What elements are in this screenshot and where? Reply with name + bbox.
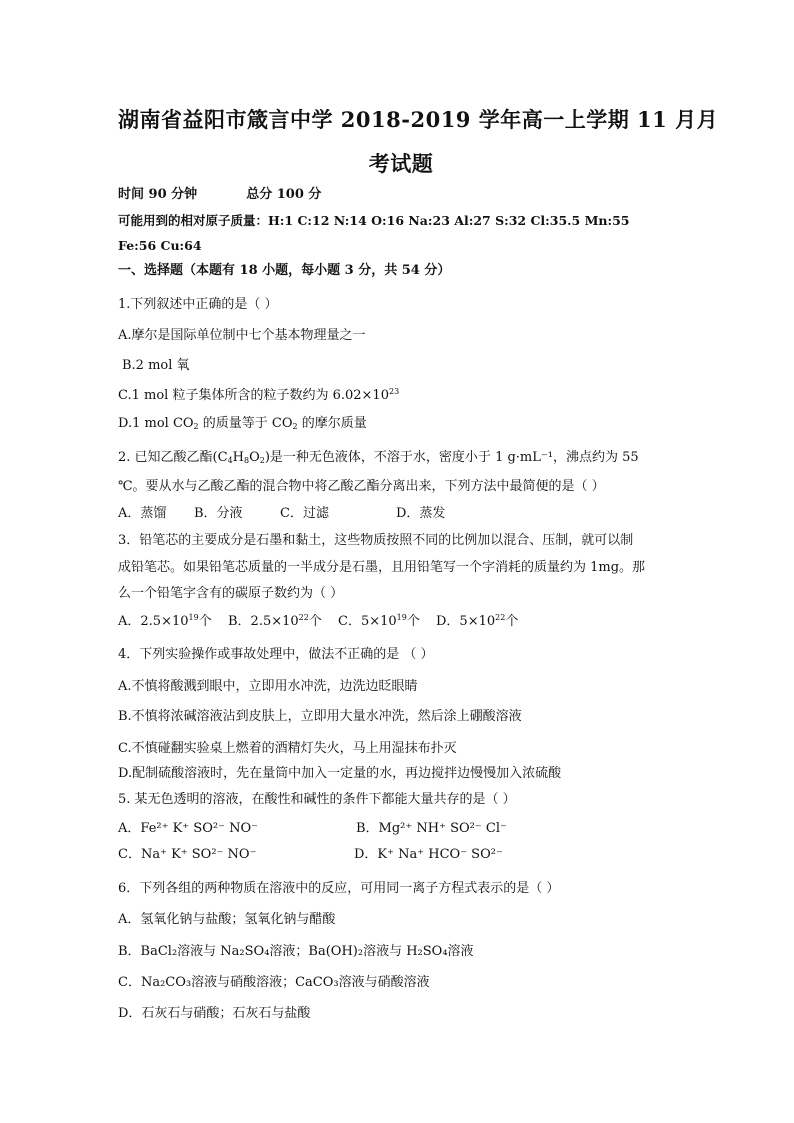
q1-stem: 1.下列叙述中正确的是（ ） [118,297,278,312]
q3-option-a: A．$2.5\times 10^{19}$个 [118,613,212,629]
q3-option-b: B．$2.5\times 10^{22}$个 [228,613,322,629]
q5-options-row2 [118,846,503,864]
section-heading: 一、选择题（本题有 18 小题，每小题 3 分，共 54 分） [118,263,451,278]
exam-info [118,186,321,204]
q6-option-d: D．石灰石与硝酸；石灰石与盐酸 [118,1006,311,1021]
q1-option-c: C.1 mol 粒子集体所含的粒子数约为 $6.02\times 10^{23}$ [118,387,400,403]
q5-option-b: B．Mg²⁺ NH⁺ SO²⁻ Cl⁻ [356,821,507,836]
q2-option-a: A．蒸馏 [118,506,167,521]
q4-option-a: A.不慎将酸溅到眼中，立即用水冲洗，边洗边眨眼睛 [118,679,418,694]
q2-stem-line1: 2. 已知乙酸乙酯$(C_4H_8O_2)$是一种无色液体，不溶于水，密度小于 1 g·mL⁻¹，沸点约为 55 [118,450,639,465]
exam-title-line1: 湖南省益阳市箴言中学 2018-2019 学年高一上学期 11 月月 [118,107,719,132]
q5-option-a: A．Fe²⁺ K⁺ SO²⁻ NO⁻ [118,821,258,836]
q3-options [118,613,518,631]
q5-stem: 5. 某无色透明的溶液，在酸性和碱性的条件下都能大量共存的是（ ） [118,792,516,807]
q2-stem-line2: ℃。要从水与乙酸乙酯的混合物中将乙酸乙酯分离出来，下列方法中最简便的是（ ） [118,479,605,494]
q5-option-d: D．K⁺ Na⁺ HCO⁻ SO²⁻ [354,847,503,862]
q3-stem-line2: 成铅笔芯。如果铅笔芯质量的一半成分是石墨，且用铅笔写一个字消耗的质量约为 1mg。那 [118,560,646,575]
q5-options-row1 [118,820,507,838]
q2-options [118,505,445,523]
q4-option-c: C.不慎碰翻实验桌上燃着的酒精灯失火，马上用湿抹布扑灭 [118,741,457,756]
q1-option-a: A.摩尔是国际单位制中七个基本物理量之一 [118,328,366,343]
q3-option-c: C．$5\times 10^{19}$个 [338,613,420,629]
q4-stem: 4．下列实验操作或事故处理中，做法不正确的是 （ ） [118,647,434,662]
atomic-mass-line2: Fe:56 Cu:64 [118,238,202,253]
atomic-mass-line1: 可能用到的相对原子质量：H:1 C:12 N:14 O:16 Na:23 Al:27 S:32 Cl:35.5 Mn:55 [118,213,630,228]
q6-option-a: A．氢氧化钠与盐酸；氢氧化钠与醋酸 [118,912,336,927]
score-label: 总分 100 分 [246,187,322,202]
q2-option-d: D．蒸发 [396,506,446,521]
q3-stem-line3: 么一个铅笔字含有的碳原子数约为（ ） [118,586,344,601]
q2-option-c: C．过滤 [280,506,329,521]
q4-option-d: D.配制硫酸溶液时，先在量筒中加入一定量的水，再边搅拌边慢慢加入浓硫酸 [118,766,562,781]
q3-stem-line1: 3．铅笔芯的主要成分是石墨和黏土，这些物质按照不同的比例加以混合、压制，就可以制 [118,533,634,548]
time-label: 时间 90 分钟 [118,187,198,202]
q6-option-c: C．Na₂CO₃溶液与硝酸溶液；CaCO₃溶液与硝酸溶液 [118,975,430,990]
q5-option-c: C．Na⁺ K⁺ SO²⁻ NO⁻ [118,847,257,862]
exam-title-line2: 考试题 [368,151,434,176]
q6-option-b: B．BaCl₂溶液与 Na₂SO₄溶液；Ba(OH)₂溶液与 H₂SO₄溶液 [118,944,474,959]
q4-option-b: B.不慎将浓碱溶液沾到皮肤上，立即用大量水冲洗，然后涂上硼酸溶液 [118,709,522,724]
q6-stem: 6．下列各组的两种物质在溶液中的反应，可用同一离子方程式表示的是（ ） [118,881,560,896]
q1-option-b: B.2 mol 氧 [122,358,190,373]
q3-option-d: D．$5\times 10^{22}$个 [436,613,519,629]
q1-option-d: D.1 mol $CO_2$ 的质量等于 $CO_2$ 的摩尔质量 [118,416,367,431]
q2-option-b: B．分液 [194,506,243,521]
